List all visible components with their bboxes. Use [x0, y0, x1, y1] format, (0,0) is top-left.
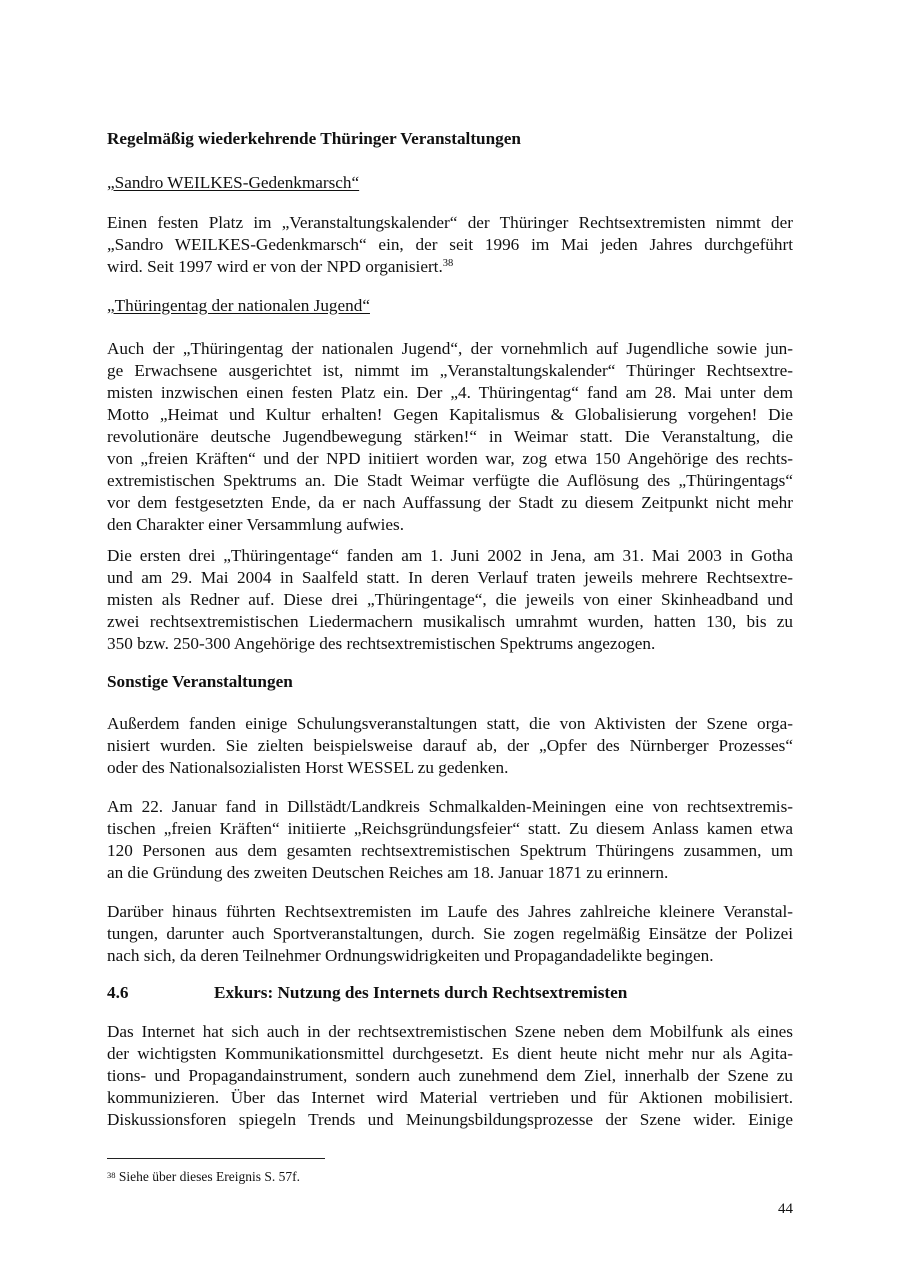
text-line: revolutionäre deutsche Jugendbewegung stärken!“ in Weimar statt. Die Veranstaltung, die: [107, 427, 793, 446]
footnote-reference: 38: [442, 258, 454, 269]
text-line: misten inzwischen einen festen Platz ein. Der „4. Thüringentag“ fand am 28. Mai unter dem: [107, 383, 793, 402]
section-title: Exkurs: Nutzung des Internets durch Rechtsextremisten: [214, 983, 628, 1002]
footnote-divider: [107, 1158, 325, 1159]
text-line: tischen „freien Kräften“ initiierte „Reichsgründungsfeier“ statt. Zu diesem Anlass kamen etwa: [107, 819, 793, 838]
text-line: zwei rechtsextremistischen Liedermachern musikalisch umrahmt wurden, hatten 130, bis zu: [107, 612, 793, 631]
text-line: an die Gründung des zweiten Deutschen Reiches am 18. Januar 1871 zu erinnern.: [107, 863, 669, 882]
text-line: Diskussionsforen spiegeln Trends und Meinungsbildungsprozesse der Szene wider. Einige: [107, 1110, 793, 1129]
text-line: nisiert wurden. Sie zielten beispielsweise darauf ab, der „Opfer des Nürnberger Prozesses“: [107, 736, 793, 755]
text-line: ge Erwachsene ausgerichtet ist, nimmt im „Veranstaltungskalender“ Thüringer Rechtsextre-: [107, 361, 793, 380]
text-line: tions- und Propagandainstrument, sondern auch zunehmend dem Ziel, innerhalb der Szene zu: [107, 1066, 793, 1085]
text-line: der wichtigsten Kommunikationsmittel durchgesetzt. Es dient heute nicht mehr nur als Agita-: [107, 1044, 793, 1063]
text-line: von „freien Kräften“ und der NPD initiiert worden war, zog etwa 150 Angehörige des rechts-: [107, 449, 793, 468]
text-line: tungen, darunter auch Sportveranstaltungen, durch. Sie zogen regelmäßig Einsätze der Polizei: [107, 924, 793, 943]
text-line: Motto „Heimat und Kultur erhalten! Gegen Kapitalismus & Globalisierung vorgehen! Die: [107, 405, 793, 424]
section-heading: [107, 982, 627, 1004]
section-number: 4.6: [107, 983, 129, 1002]
text-line: Auch der „Thüringentag der nationalen Jugend“, der vornehmlich auf Jugendliche sowie jun-: [107, 339, 793, 358]
text-line: „Sandro WEILKES-Gedenkmarsch“ ein, der seit 1996 im Mai jeden Jahres durchgeführt: [107, 235, 793, 254]
page-number: 44: [778, 1201, 793, 1217]
text-line: Die ersten drei „Thüringentage“ fanden am 1. Juni 2002 in Jena, am 31. Mai 2003 in Gotha: [107, 546, 793, 565]
text-line: den Charakter einer Versammlung aufwies.: [107, 515, 405, 534]
footnote-text: Siehe über dieses Ereignis S. 57f.: [118, 1169, 300, 1184]
text-line: vor dem festgesetzten Ende, da er nach Auffassung der Stadt zu diesem Zeitpunkt nicht mehr: [107, 493, 793, 512]
text-line: Darüber hinaus führten Rechtsextremisten im Laufe des Jahres zahlreiche kleinere Veranstal-: [107, 902, 793, 921]
text-line: 350 bzw. 250-300 Angehörige des rechtsextremistischen Spektrums angezogen.: [107, 634, 656, 653]
text-line: Am 22. Januar fand in Dillstädt/Landkreis Schmalkalden-Meiningen eine von rechtsextremis-: [107, 797, 793, 816]
footnote-number: 38: [107, 1170, 116, 1180]
text-line: [107, 256, 453, 278]
text-line: oder des Nationalsozialisten Horst WESSEL zu gedenken.: [107, 758, 509, 777]
text-line: extremistischen Spektrums an. Die Stadt Weimar verfügte die Auflösung des „Thüringentags“: [107, 471, 793, 490]
text-line: misten als Redner auf. Diese drei „Thüringentage“, die jeweils von einer Skinheadband und: [107, 590, 793, 609]
text-line: und am 29. Mai 2004 in Saalfeld statt. In deren Verlauf traten jeweils mehrere Rechtsextre-: [107, 568, 793, 587]
heading-recurring-events: Regelmäßig wiederkehrende Thüringer Veranstaltungen: [107, 129, 521, 148]
subheading-thueringentag: „Thüringentag der nationalen Jugend“: [107, 296, 370, 315]
text-line: nach sich, da deren Teilnehmer Ordnungswidrigkeiten und Propagandadelikte begingen.: [107, 946, 714, 965]
text-line: Das Internet hat sich auch in der rechtsextremistischen Szene neben dem Mobilfunk als eines: [107, 1022, 793, 1041]
heading-other-events: Sonstige Veranstaltungen: [107, 672, 293, 691]
text-line-content: wird. Seit 1997 wird er von der NPD organisiert.: [107, 257, 443, 276]
text-line: Außerdem fanden einige Schulungsveranstaltungen statt, die von Aktivisten der Szene orga-: [107, 714, 793, 733]
subheading-weilkes-march: „Sandro WEILKES-Gedenkmarsch“: [107, 173, 360, 192]
footnote: [107, 1168, 300, 1186]
text-line: kommunizieren. Über das Internet wird Material vertrieben und für Aktionen mobilisiert.: [107, 1088, 793, 1107]
text-line: 120 Personen aus dem gesamten rechtsextremistischen Spektrum Thüringens zusammen, um: [107, 841, 793, 860]
text-line: Einen festen Platz im „Veranstaltungskalender“ der Thüringer Rechtsextremisten nimmt der: [107, 213, 793, 232]
